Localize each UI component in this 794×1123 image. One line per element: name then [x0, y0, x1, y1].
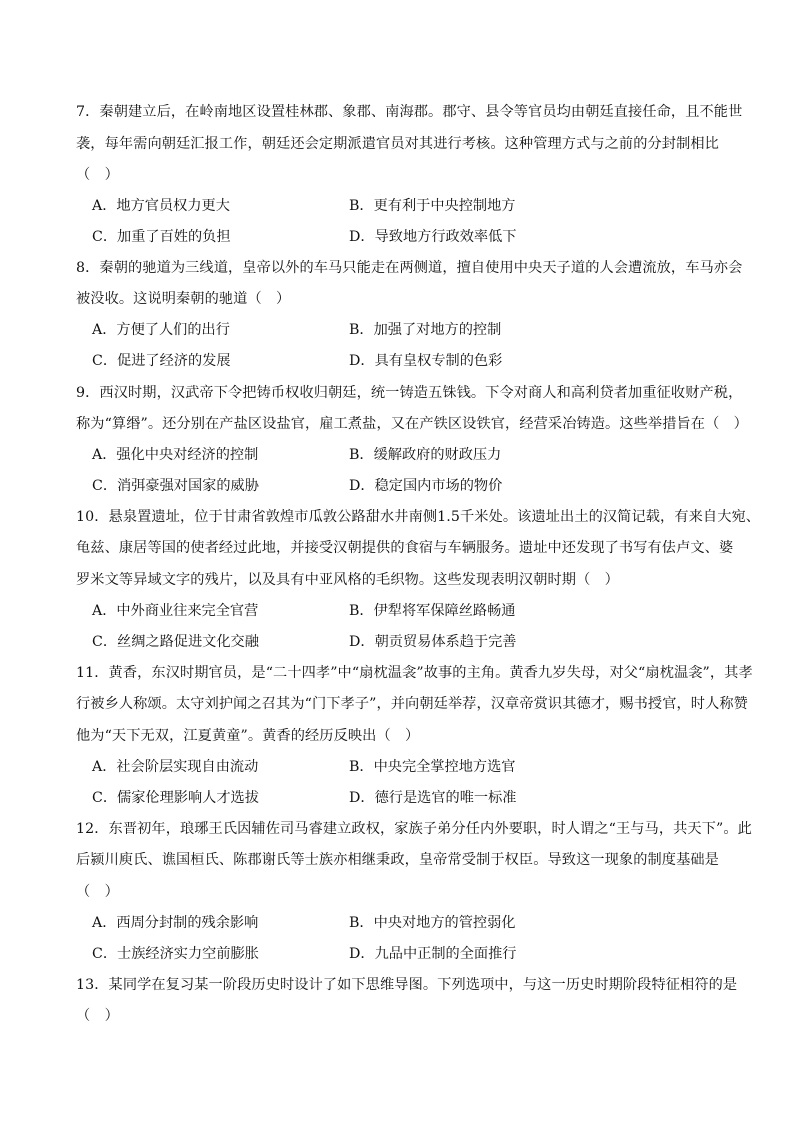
- q12-option-a: A．西周分封制的残余影响: [92, 915, 259, 931]
- q11-stem-line-2: 行被乡人称颂。太守刘护闻之召其为“门下孝子”，并向朝廷举荐，汉章帝赏识其德才，赐书授官，时人称赞: [76, 696, 748, 712]
- q13-stem-line-1: 13．某同学在复习某一阶段历史时设计了如下思维导图。下列选项中，与这一历史时期阶段特征相符的是: [76, 977, 738, 993]
- q7-option-c: C．加重了百姓的负担: [92, 229, 231, 245]
- q8-option-c: C．促进了经济的发展: [92, 353, 231, 369]
- q8-stem-line-1: 8．秦朝的驰道为三线道，皇帝以外的车马只能走在两侧道，擅自使用中央天子道的人会遭流放，车马亦会: [76, 260, 743, 276]
- q9-option-d: D．稳定国内市场的物价: [349, 478, 503, 494]
- q9-stem-line-1: 9．西汉时期，汉武帝下令把铸币权收归朝廷，统一铸造五铢钱。下令对商人和高利贷者加重征收财产税，: [76, 385, 743, 401]
- q11-option-d: D．德行是选官的唯一标准: [349, 790, 517, 806]
- q12-option-c: C．士族经济实力空前膨胀: [92, 946, 259, 962]
- q11-option-c: C．儒家伦理影响人才选拔: [92, 790, 259, 806]
- q10-stem-line-2: 龟兹、康居等国的使者经过此地，并接受汉朝提供的食宿与车辆服务。遗址中还发现了书写有佉卢文、婆: [76, 540, 734, 556]
- q10-option-c: C．丝绸之路促进文化交融: [92, 634, 259, 650]
- q8-stem-line-2: 被没收。这说明秦朝的驰道（ ）: [76, 291, 291, 307]
- q7-option-a: A．地方官员权力更大: [92, 198, 230, 214]
- q9-option-c: C．消弭豪强对国家的威胁: [92, 478, 259, 494]
- q7-stem-line-1: 7．秦朝建立后，在岭南地区设置桂林郡、象郡、南海郡。郡守、县令等官员均由朝廷直接任命，且不能世: [76, 104, 743, 120]
- q7-option-d: D．导致地方行政效率低下: [349, 229, 517, 245]
- q10-stem-line-1: 10．悬泉置遗址，位于甘肃省敦煌市瓜敦公路甜水井南侧1.5千米处。该遗址出土的汉简记载，有来自大宛、: [76, 509, 761, 525]
- q9-option-b: B．缓解政府的财政压力: [349, 447, 502, 463]
- q11-stem-line-3: 他为“天下无双，江夏黄童”。黄香的经历反映出（ ）: [76, 728, 420, 744]
- q12-stem-line-1: 12．东晋初年，琅琊王氏因辅佐司马睿建立政权，家族子弟分任内外要职，时人谓之“王与马，共天下”。此: [76, 821, 752, 837]
- q12-stem-line-2: 后颍川庾氏、谯国桓氏、陈郡谢氏等士族亦相继秉政，皇帝常受制于权臣。导致这一现象的制度基础是: [76, 852, 719, 868]
- q12-option-d: D．九品中正制的全面推行: [349, 946, 517, 962]
- q11-option-a: A．社会阶层实现自由流动: [92, 759, 259, 775]
- q11-stem-line-1: 11．黄香，东汉时期官员，是“二十四孝”中“扇枕温衾”故事的主角。黄香九岁失母，对父“扇枕温衾”，其孝: [76, 665, 753, 681]
- q7-option-b: B．更有利于中央控制地方: [349, 198, 516, 214]
- q10-option-b: B．伊犁将军保障丝路畅通: [349, 603, 516, 619]
- q12-stem-line-3: （ ）: [76, 884, 119, 900]
- q8-option-b: B．加强了对地方的控制: [349, 322, 502, 338]
- q8-option-d: D．具有皇权专制的色彩: [349, 353, 503, 369]
- q7-stem-line-3: （ ）: [76, 167, 119, 183]
- q9-option-a: A．强化中央对经济的控制: [92, 447, 259, 463]
- q10-option-d: D．朝贡贸易体系趋于完善: [349, 634, 517, 650]
- q10-option-a: A．中外商业往来完全官营: [92, 603, 259, 619]
- q10-stem-line-3: 罗米文等异域文字的残片，以及具有中亚风格的毛织物。这些发现表明汉朝时期（ ）: [76, 572, 619, 588]
- q7-stem-line-2: 袭，每年需向朝廷汇报工作，朝廷还会定期派遣官员对其进行考核。这种管理方式与之前的分封制相比: [76, 136, 719, 152]
- q8-option-a: A．方便了人们的出行: [92, 322, 230, 338]
- q12-option-b: B．中央对地方的管控弱化: [349, 915, 516, 931]
- q11-option-b: B．中央完全掌控地方选官: [349, 759, 516, 775]
- q9-stem-line-2: 称为“算缗”。还分别在产盐区设盐官，雇工煮盐，又在产铁区设铁官，经营采冶铸造。这些举措旨在（ ）: [76, 416, 748, 432]
- q13-stem-line-2: （ ）: [76, 1008, 119, 1024]
